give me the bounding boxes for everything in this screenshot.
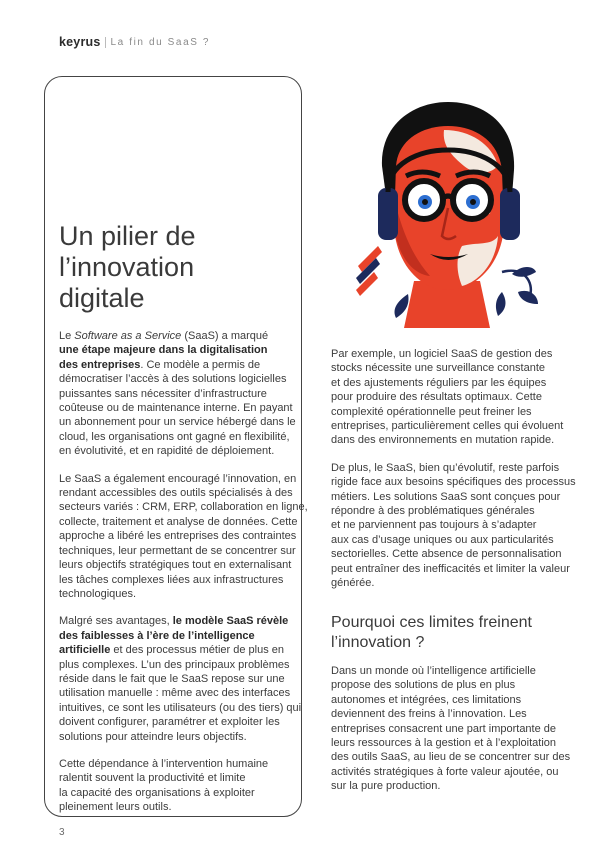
page-number: 3 <box>59 827 65 838</box>
title-line: Un pilier de <box>59 221 196 251</box>
paragraph-innovation: Le SaaS a également encouragé l’innovation, en rendant accessibles des outils spécialisés à des secteurs variés : CRM, ERP, collaboration en ligne, collecte, traitement et analyse de données. Cette approche a libéré les entreprises des contraintes techniques, leur permettant de se concentrer sur leurs objectifs stratégiques tout en externalisant les tâches complexes liées aux infrastructures technologiques. <box>59 472 308 600</box>
right-column <box>331 347 576 604</box>
keyrus-logo: keyrus <box>59 35 101 49</box>
header-divider <box>105 37 106 48</box>
header-subtitle: La fin du SaaS ? <box>110 36 211 48</box>
section-heading <box>331 613 532 653</box>
heading-line: Pourquoi ces limites freinent <box>331 614 532 631</box>
left-column <box>59 329 308 828</box>
paragraph-rigidity: De plus, le SaaS, bien qu’évolutif, reste parfois rigide face aux besoins spécifiques des processus métiers. Les solutions SaaS sont conçues pour répondre à des problématiques générales et ne parviennent pas toujours à s’adapter aux cas d’usage uniques ou aux particularités sectorielles. Cette absence de personnalisation peut entraîner des inefficacités et limiter la valeur générée. <box>331 461 576 590</box>
portrait-illustration-icon <box>352 96 542 328</box>
paragraph-example: Par exemple, un logiciel SaaS de gestion des stocks nécessite une surveillance constante et des ajustements réguliers par les équipes pour produire des résultats optimaux. Cette complexité opérationnelle peut freiner les entreprises, particulièrement celles qui évoluent dans des environnements en mutation rapide. <box>331 348 564 447</box>
title-line: digitale <box>59 283 145 313</box>
page-header <box>59 35 210 49</box>
heading-line: l’innovation ? <box>331 634 425 651</box>
page-title <box>59 221 196 314</box>
right-column-lower <box>331 664 570 807</box>
paragraph-limits: Dans un monde où l’intelligence artificielle propose des solutions de plus en plus autonomes et intégrées, ces limitations deviennent des freins à l’innovation. Les entreprises consacrent une part importante de leurs ressources à la gestion et à l’exploitation des outils SaaS, au lieu de se concentrer sur des activités stratégiques à forte valeur ajoutée, ou sur la pure production. <box>331 665 571 793</box>
paragraph-weaknesses: Malgré ses avantages, le modèle SaaS révèle des faiblesses à l’ère de l’intelligence artificielle et des processus métier de plus en plus complexes. L’un des principaux problèmes réside dans le fait que le SaaS repose sur une utilisation manuelle : même avec des interfaces intuitives, ce sont les utilisateurs (ou des tiers) qui doivent configurer, paramétrer et exploiter les solutions pour atteindre leurs objectifs. <box>59 615 302 743</box>
paragraph-dependence: Cette dépendance à l’intervention humaine ralentit souvent la productivité et limite la capacité des organisations à exploiter pleinement leurs outils. <box>59 757 269 814</box>
title-line: l’innovation <box>59 252 195 282</box>
paragraph-intro: Le Software as a Service (SaaS) a marqué une étape majeure dans la digitalisation des entreprises. Ce modèle a permis de démocratiser l’accès à des solutions logicielles puissantes sans nécessiter d’infrastructure coûteuse ou de maintenance interne. En payant un abonnement pour un service hébergé dans le cloud, les organisations ont gagné en flexibilité, en évolutivité, et en rapidité de déploiement. <box>59 330 296 458</box>
